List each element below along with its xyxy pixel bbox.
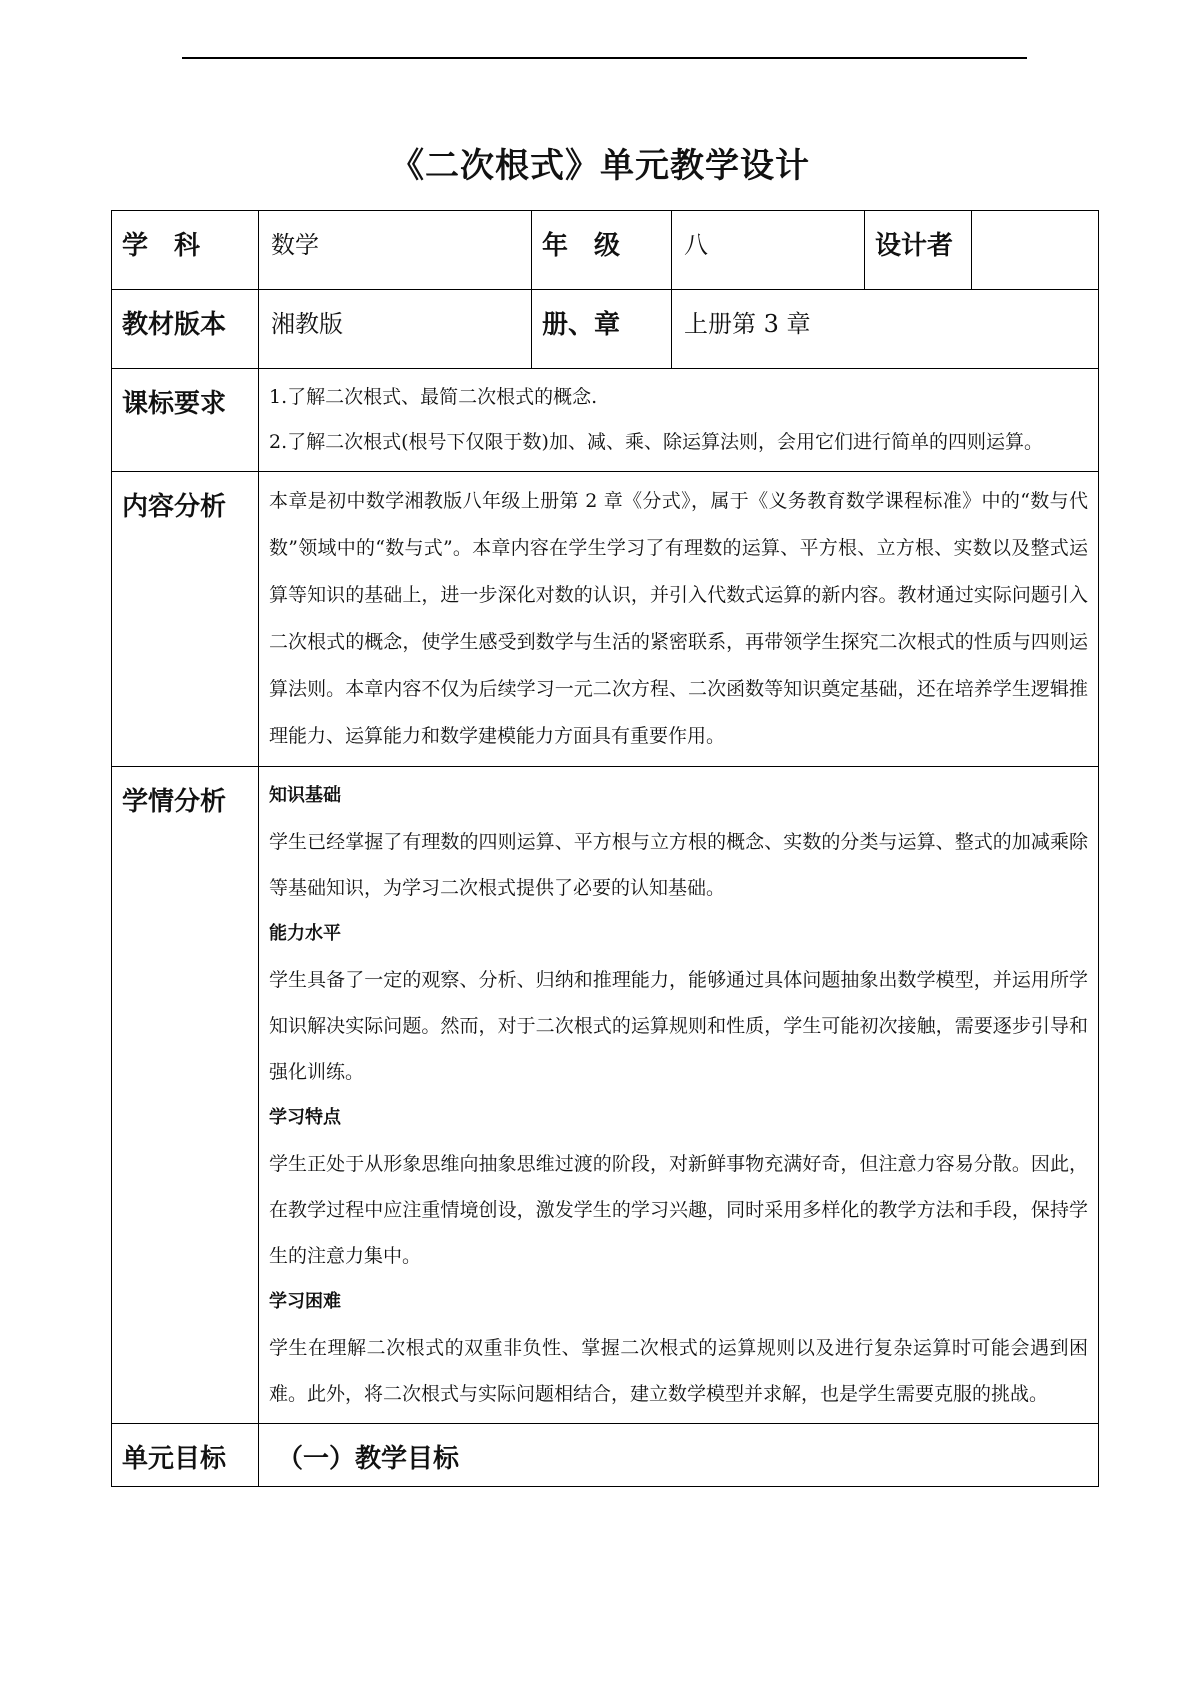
subject-row: [112, 211, 1099, 290]
grade-value: 八: [672, 211, 865, 290]
unit-goals-heading: （一）教学目标: [259, 1424, 1099, 1487]
learner-analysis-content: [259, 767, 1099, 1424]
curriculum-item: 2.了解二次根式(根号下仅限于数)加、减、乘、除运算法则，会用它们进行简单的四则运算。: [269, 431, 1043, 453]
edition-row: [112, 290, 1099, 369]
subject-value: 数学: [259, 211, 532, 290]
curriculum-content: [259, 369, 1099, 472]
curriculum-item: 1.了解二次根式、最简二次根式的概念.: [269, 386, 598, 408]
subject-label: 学 科: [112, 211, 259, 290]
section-heading-knowledge: 知识基础: [269, 785, 341, 806]
unit-goals-label: 单元目标: [112, 1424, 259, 1487]
header-rule: [182, 57, 1027, 59]
curriculum-label: 课标要求: [112, 369, 259, 472]
unit-goals-row: [112, 1424, 1099, 1487]
section-heading-difficulties: 学习困难: [269, 1291, 341, 1312]
content-analysis-text: 本章是初中数学湘教版八年级上册第 2 章《分式》，属于《义务教育数学课程标准》中的“数与代数”领域中的“数与式”。本章内容在学生学习了有理数的运算、平方根、立方根、实数以及整式运算等知识的基础上，进一步深化对数的认识，并引入代数式运算的新内容。教材通过实际问题引入二次根式的概念，使学生感受到数学与生活的紧密联系，再带领学生探究二次根式的性质与四则运算法则。本章内容不仅为后续学习一元二次方程、二次函数等知识奠定基础，还在培养学生逻辑推理能力、运算能力和数学建模能力方面具有重要作用。: [269, 490, 1088, 747]
document-title: 《二次根式》单元教学设计: [390, 146, 810, 186]
section-text-traits: 学生正处于从形象思维向抽象思维过渡的阶段，对新鲜事物充满好奇，但注意力容易分散。因此，在教学过程中应注重情境创设，激发学生的学习兴趣，同时采用多样化的教学方法和手段，保持学生的注意力集中。: [269, 1153, 1088, 1267]
content-analysis-content: [259, 472, 1099, 767]
content-analysis-label: 内容分析: [112, 472, 259, 767]
lesson-design-table: [111, 210, 1099, 1487]
designer-label: 设计者: [865, 211, 972, 290]
grade-label: 年 级: [532, 211, 672, 290]
curriculum-row: [112, 369, 1099, 472]
volume-value: 上册第 3 章: [672, 290, 1099, 369]
section-text-difficulties: 学生在理解二次根式的双重非负性、掌握二次根式的运算规则以及进行复杂运算时可能会遇到困难。此外，将二次根式与实际问题相结合，建立数学模型并求解，也是学生需要克服的挑战。: [269, 1337, 1088, 1405]
edition-value: 湘教版: [259, 290, 532, 369]
section-heading-traits: 学习特点: [269, 1107, 341, 1128]
section-heading-ability: 能力水平: [269, 923, 341, 944]
designer-value: [972, 211, 1099, 290]
section-text-ability: 学生具备了一定的观察、分析、归纳和推理能力，能够通过具体问题抽象出数学模型，并运用所学知识解决实际问题。然而，对于二次根式的运算规则和性质，学生可能初次接触，需要逐步引导和强化训练。: [269, 969, 1088, 1083]
section-text-knowledge: 学生已经掌握了有理数的四则运算、平方根与立方根的概念、实数的分类与运算、整式的加减乘除等基础知识，为学习二次根式提供了必要的认知基础。: [269, 831, 1088, 899]
content-analysis-row: [112, 472, 1099, 767]
learner-analysis-row: [112, 767, 1099, 1424]
learner-analysis-label: 学情分析: [112, 767, 259, 1424]
edition-label: 教材版本: [112, 290, 259, 369]
volume-label: 册、章: [532, 290, 672, 369]
